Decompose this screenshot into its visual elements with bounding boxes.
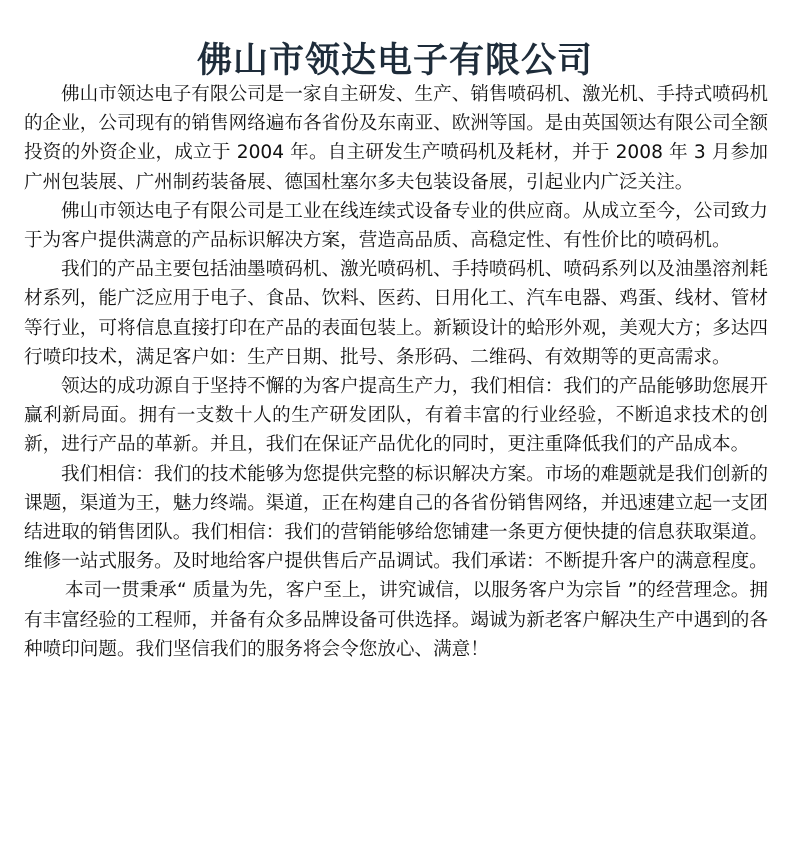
paragraph-products: 我们的产品主要包括油墨喷码机、激光喷码机、手持喷码机、喷码系列以及油墨溶剂耗材系列，能广泛应用于电子、食品、饮料、医药、日用化工、汽车电器、鸡蛋、线材、管材等行业，可将信息直接打印在产品的表面包装上。新颖设计的蛤形外观，美观大方；多达四行喷印技术，满足客户如：生产日期、批号、条形码、二维码、有效期等的更高需求。 — [24, 259, 768, 368]
profile-body — [24, 80, 768, 664]
paragraph-service-philosophy: 本司一贯秉承“ 质量为先，客户至上，讲究诚信，以服务客户为宗旨 ”的经营理念。拥有丰富经验的工程师，并备有众多品牌设备可供选择。竭诚为新老客户解决生产中遇到的各种喷印问题。我们坚信我们的服务将会令您放心、满意！ — [24, 580, 768, 660]
paragraph-supplier: 佛山市领达电子有限公司是工业在线连续式设备专业的供应商。从成立至今，公司致力于为客户提供满意的产品标识解决方案，营造高品质、高稳定性、有性价比的喷码机。 — [24, 200, 768, 252]
paragraph-company-intro: 佛山市领达电子有限公司是一家自主研发、生产、销售喷码机、激光机、手持式喷码机的企业，公司现有的销售网络遍布各省份及东南亚、欧洲等国。是由英国领达有限公司全额投资的外资企业，成立于 2004 年。自主研发生产喷码机及耗材，并于 2008 年 3 月参加广州包装展、广州制药装备展、德国杜塞尔多夫包装设备展，引起业内广泛关注。 — [24, 84, 768, 193]
page-title: 佛山市领达电子有限公司 — [196, 41, 593, 82]
paragraph-success: 领达的成功源自于坚持不懈的为客户提高生产力，我们相信：我们的产品能够助您展开赢利新局面。拥有一支数十人的生产研发团队，有着丰富的行业经验，不断追求技术的创新，进行产品的革新。并且，我们在保证产品优化的同时，更注重降低我们的产品成本。 — [24, 376, 768, 456]
paragraph-technology: 我们相信：我们的技术能够为您提供完整的标识解决方案。市场的难题就是我们创新的课题，渠道为王，魅力终端。渠道，正在构建自己的各省份销售网络，并迅速建立起一支团结进取的销售团队。我们相信：我们的营销能够给您铺建一条更方便快捷的信息获取渠道。维修一站式服务。及时地给客户提供售后产品调试。我们承诺：不断提升客户的满意程度。 — [24, 463, 768, 573]
